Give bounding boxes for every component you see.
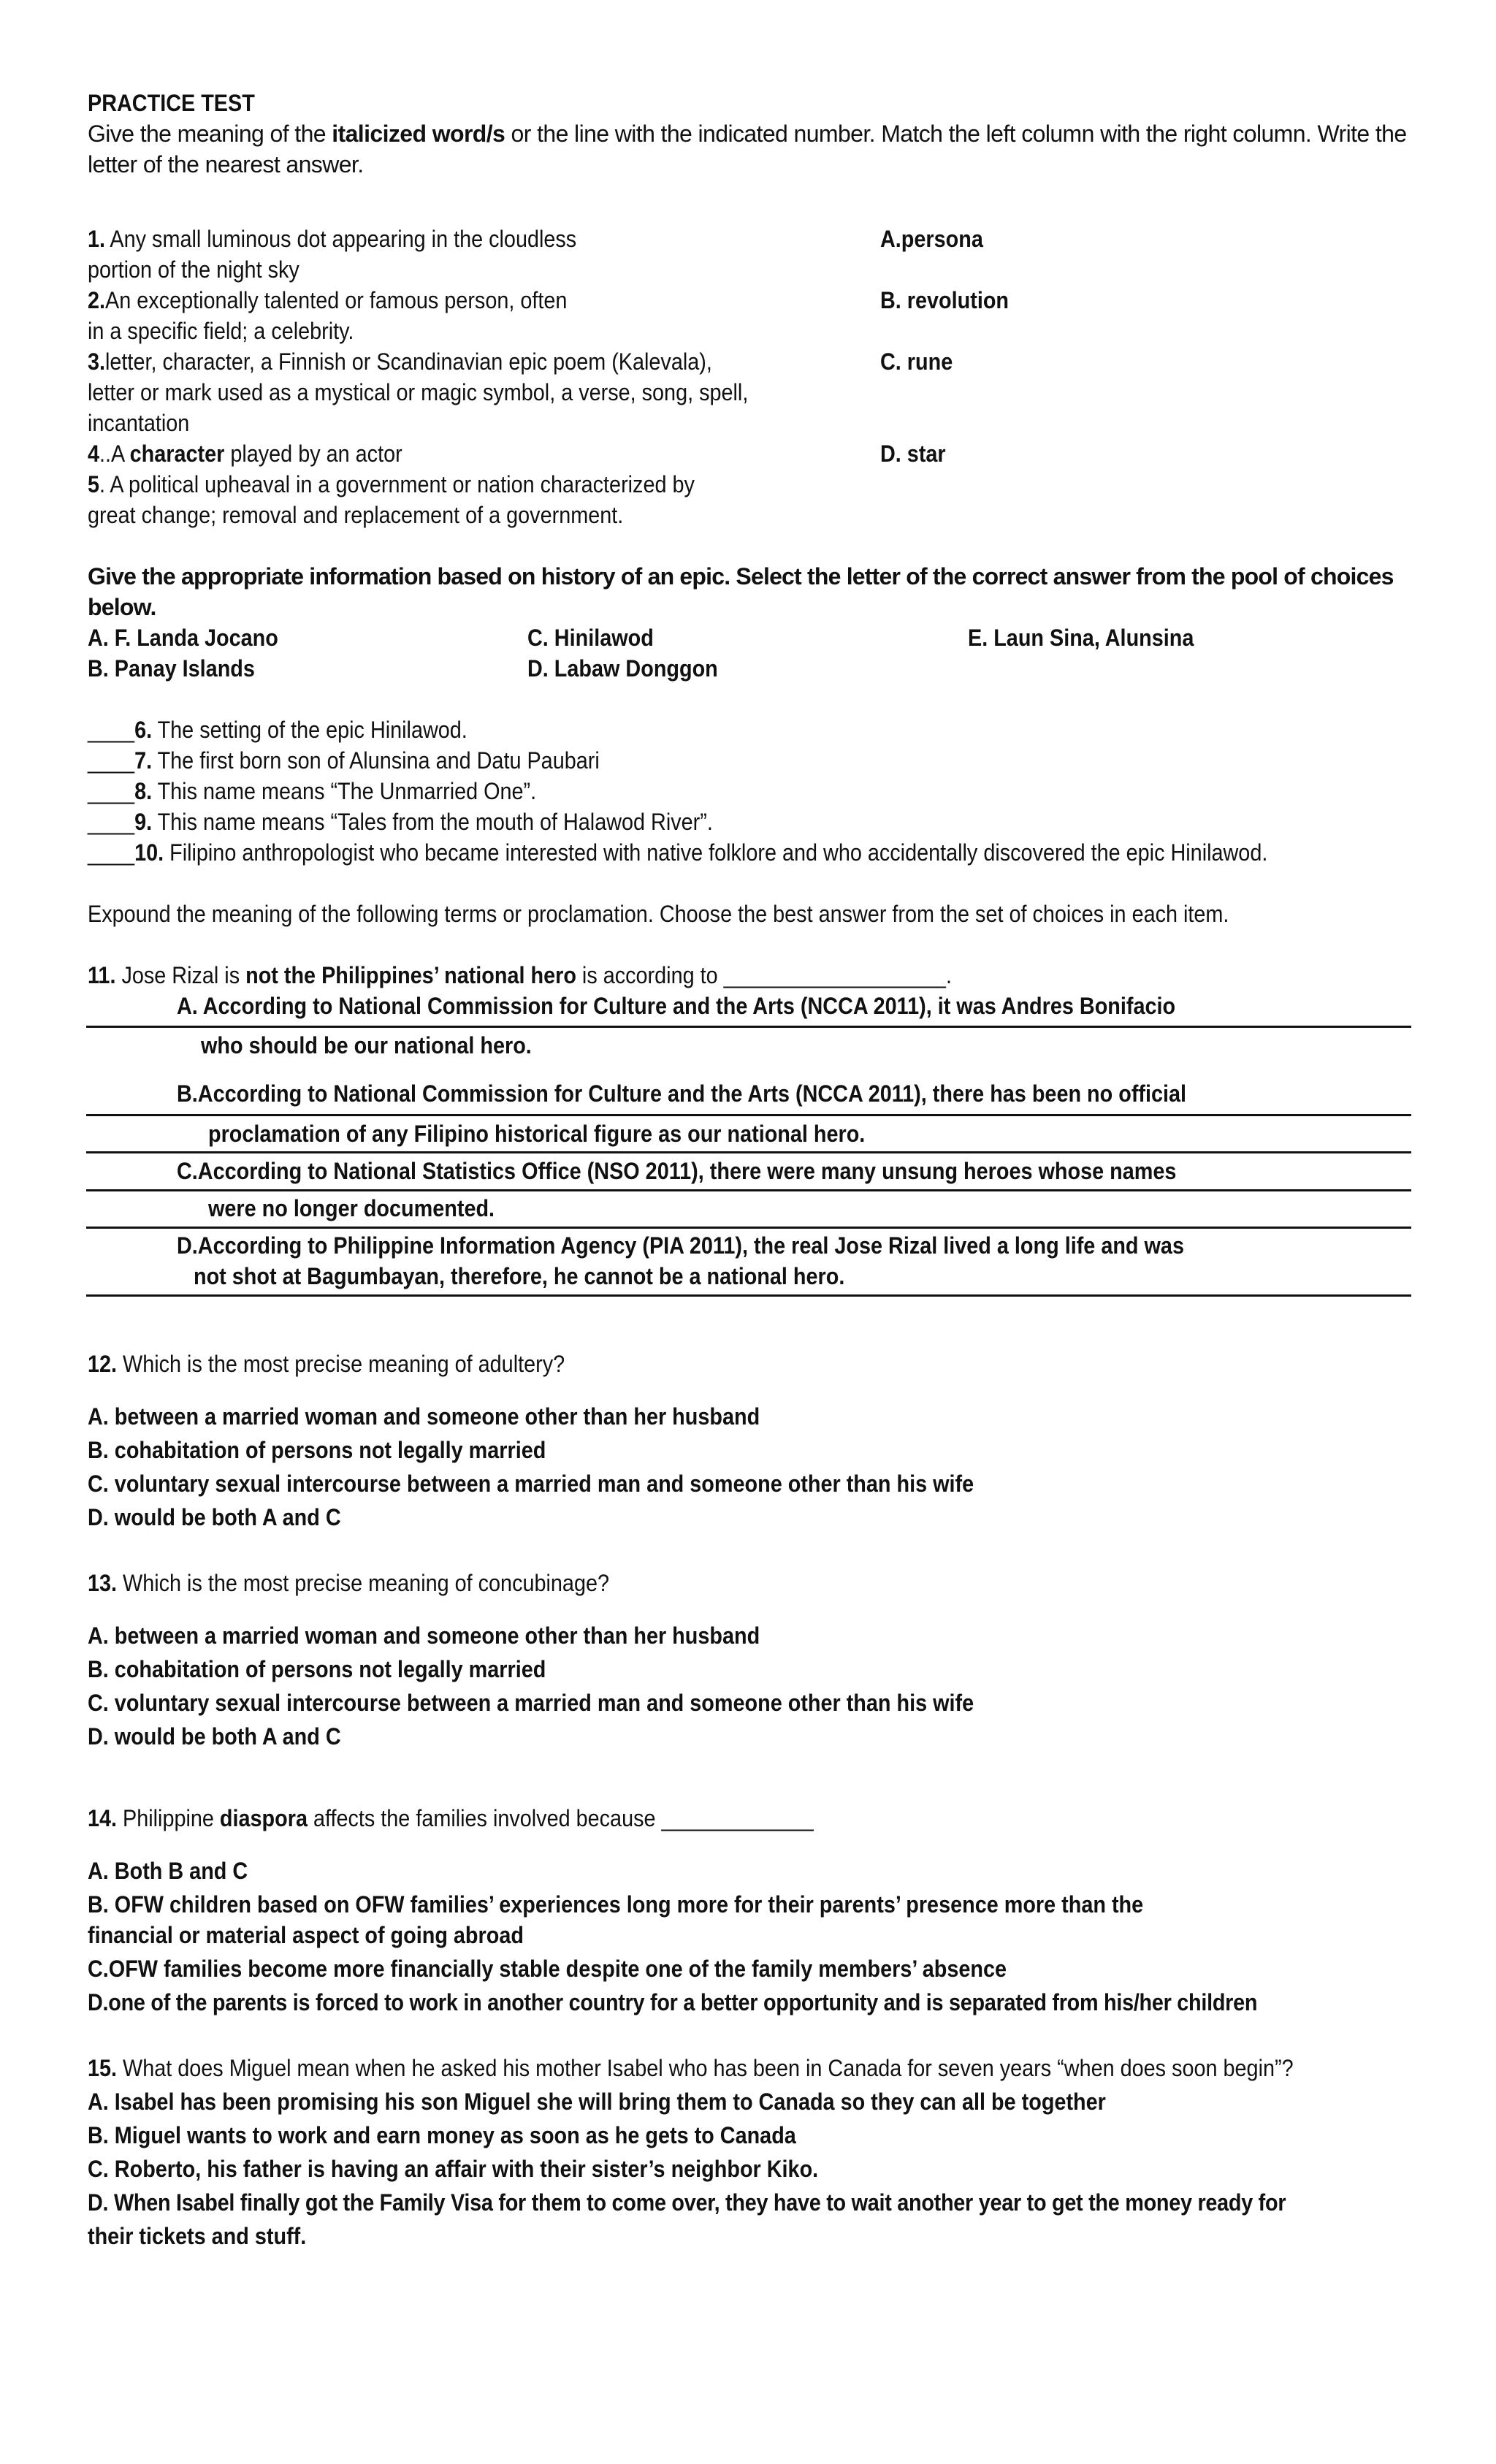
question-13: 13. Which is the most precise meaning of concubinage? bbox=[88, 1570, 609, 1596]
answer-d: D. star bbox=[880, 440, 946, 467]
question-15: 15. What does Miguel mean when he asked his mother Isabel who has been in Canada for seven years “when does soon begin”? bbox=[88, 2055, 1294, 2081]
divider bbox=[86, 1114, 1411, 1116]
matching-item-1-line2: portion of the night sky bbox=[88, 256, 299, 283]
q13-option-b: B. cohabitation of persons not legally married bbox=[88, 1656, 546, 1682]
instructions-bold-text: italicized word/s bbox=[332, 121, 505, 147]
q13-option-c: C. voluntary sexual intercourse between a married man and someone other than his wife bbox=[88, 1690, 974, 1716]
q15-option-b: B. Miguel wants to work and earn money as soon as he gets to Canada bbox=[88, 2122, 796, 2148]
q11-option-b-line2: proclamation of any Filipino historical figure as our national hero. bbox=[208, 1121, 866, 1147]
instructions-matching bbox=[88, 118, 1413, 180]
q13-option-d: D. would be both A and C bbox=[88, 1723, 341, 1750]
q14-option-d: D.one of the parents is forced to work in another country for a better opportunity and is separated from his/her children bbox=[88, 1989, 1258, 2015]
choice-c: C. Hinilawod bbox=[527, 625, 654, 651]
matching-item-2: 2.An exceptionally talented or famous person, often bbox=[88, 287, 568, 313]
q11-option-b: B.According to National Commission for Culture and the Arts (NCCA 2011), there has been no official bbox=[177, 1080, 1187, 1107]
matching-item-5: 5. A political upheaval in a government or nation characterized by bbox=[88, 471, 695, 497]
epic-item-7: ____7. The first born son of Alunsina and Datu Paubari bbox=[88, 747, 600, 774]
matching-item-4: 4..A character played by an actor bbox=[88, 440, 402, 467]
epic-instruction: Give the appropriate information based on history of an epic. Select the letter of the correct answer from the pool of choices below. bbox=[88, 563, 1394, 620]
page-title: PRACTICE TEST bbox=[88, 90, 255, 116]
epic-item-10: ____10. Filipino anthropologist who became interested with native folklore and who accidentally discovered the epic Hinilawod. bbox=[88, 839, 1268, 866]
instructions-text-end: or the line with the indicated number. Match the left column with the right column. Write the letter of the nearest answer. bbox=[88, 121, 1413, 178]
matching-item-2-line2: in a specific field; a celebrity. bbox=[88, 318, 354, 344]
choice-d: D. Labaw Donggon bbox=[527, 655, 718, 682]
question-11: 11. Jose Rizal is not the Philippines’ national hero is according to ___________________. bbox=[88, 962, 952, 988]
expound-instruction: Expound the meaning of the following terms or proclamation. Choose the best answer from the set of choices in each item. bbox=[88, 901, 1229, 927]
q11-option-c: C.According to National Statistics Office (NSO 2011), there were many unsung heroes whose names bbox=[177, 1158, 1177, 1184]
matching-item-5-line2: great change; removal and replacement of a government. bbox=[88, 502, 624, 528]
q12-option-b: B. cohabitation of persons not legally married bbox=[88, 1437, 546, 1463]
q12-option-d: D. would be both A and C bbox=[88, 1504, 341, 1530]
q11-option-a: A. According to National Commission for Culture and the Arts (NCCA 2011), it was Andres Bonifacio bbox=[177, 993, 1176, 1019]
q11-option-a-line2: who should be our national hero. bbox=[201, 1032, 532, 1059]
answer-a: A.persona bbox=[880, 226, 983, 252]
q14-option-b: B. OFW children based on OFW families’ experiences long more for their parents’ presence more than the bbox=[88, 1891, 1144, 1918]
answer-b: B. revolution bbox=[880, 287, 1010, 313]
q14-option-a: A. Both B and C bbox=[88, 1858, 248, 1884]
matching-item-3: 3.letter, character, a Finnish or Scandinavian epic poem (Kalevala), bbox=[88, 348, 712, 375]
q11-option-d-line2: not shot at Bagumbayan, therefore, he cannot be a national hero. bbox=[194, 1263, 845, 1289]
q13-option-a: A. between a married woman and someone other than her husband bbox=[88, 1622, 760, 1649]
divider bbox=[86, 1151, 1411, 1153]
q12-option-a: A. between a married woman and someone other than her husband bbox=[88, 1403, 760, 1430]
question-14: 14. Philippine diaspora affects the families involved because _____________ bbox=[88, 1805, 814, 1831]
matching-item-3-line2: letter or mark used as a mystical or magic symbol, a verse, song, spell, bbox=[88, 379, 749, 405]
q14-option-b-line2: financial or material aspect of going abroad bbox=[88, 1922, 524, 1948]
q15-option-c: C. Roberto, his father is having an affair with their sister’s neighbor Kiko. bbox=[88, 2156, 819, 2182]
answer-c: C. rune bbox=[880, 348, 953, 375]
q12-option-c: C. voluntary sexual intercourse between a married man and someone other than his wife bbox=[88, 1471, 974, 1497]
q14-option-c: C.OFW families become more financially stable despite one of the family members’ absence bbox=[88, 1956, 1007, 1982]
divider bbox=[86, 1189, 1411, 1191]
divider bbox=[86, 1294, 1411, 1297]
instructions-text: Give the meaning of the bbox=[88, 121, 332, 147]
matching-item-3-line3: incantation bbox=[88, 410, 190, 436]
q11-option-d: D.According to Philippine Information Agency (PIA 2011), the real Jose Rizal lived a long life and was bbox=[177, 1232, 1184, 1259]
q15-option-a: A. Isabel has been promising his son Miguel she will bring them to Canada so they can all be together bbox=[88, 2089, 1106, 2115]
divider bbox=[86, 1227, 1411, 1229]
question-12: 12. Which is the most precise meaning of adultery? bbox=[88, 1351, 565, 1377]
choice-a: A. F. Landa Jocano bbox=[88, 625, 278, 651]
epic-item-8: ____8. This name means “The Unmarried One”. bbox=[88, 778, 537, 804]
q15-option-d: D. When Isabel finally got the Family Visa for them to come over, they have to wait another year to get the money ready for bbox=[88, 2189, 1286, 2216]
matching-item-1: 1. Any small luminous dot appearing in the cloudless bbox=[88, 226, 577, 252]
choice-b: B. Panay Islands bbox=[88, 655, 255, 682]
q11-option-c-line2: were no longer documented. bbox=[208, 1195, 495, 1221]
epic-item-9: ____9. This name means “Tales from the mouth of Halawod River”. bbox=[88, 809, 713, 835]
choice-e: E. Laun Sina, Alunsina bbox=[968, 625, 1194, 651]
q15-option-d-line2: their tickets and stuff. bbox=[88, 2223, 307, 2249]
divider bbox=[86, 1026, 1411, 1028]
epic-item-6: ____6. The setting of the epic Hinilawod. bbox=[88, 717, 468, 743]
